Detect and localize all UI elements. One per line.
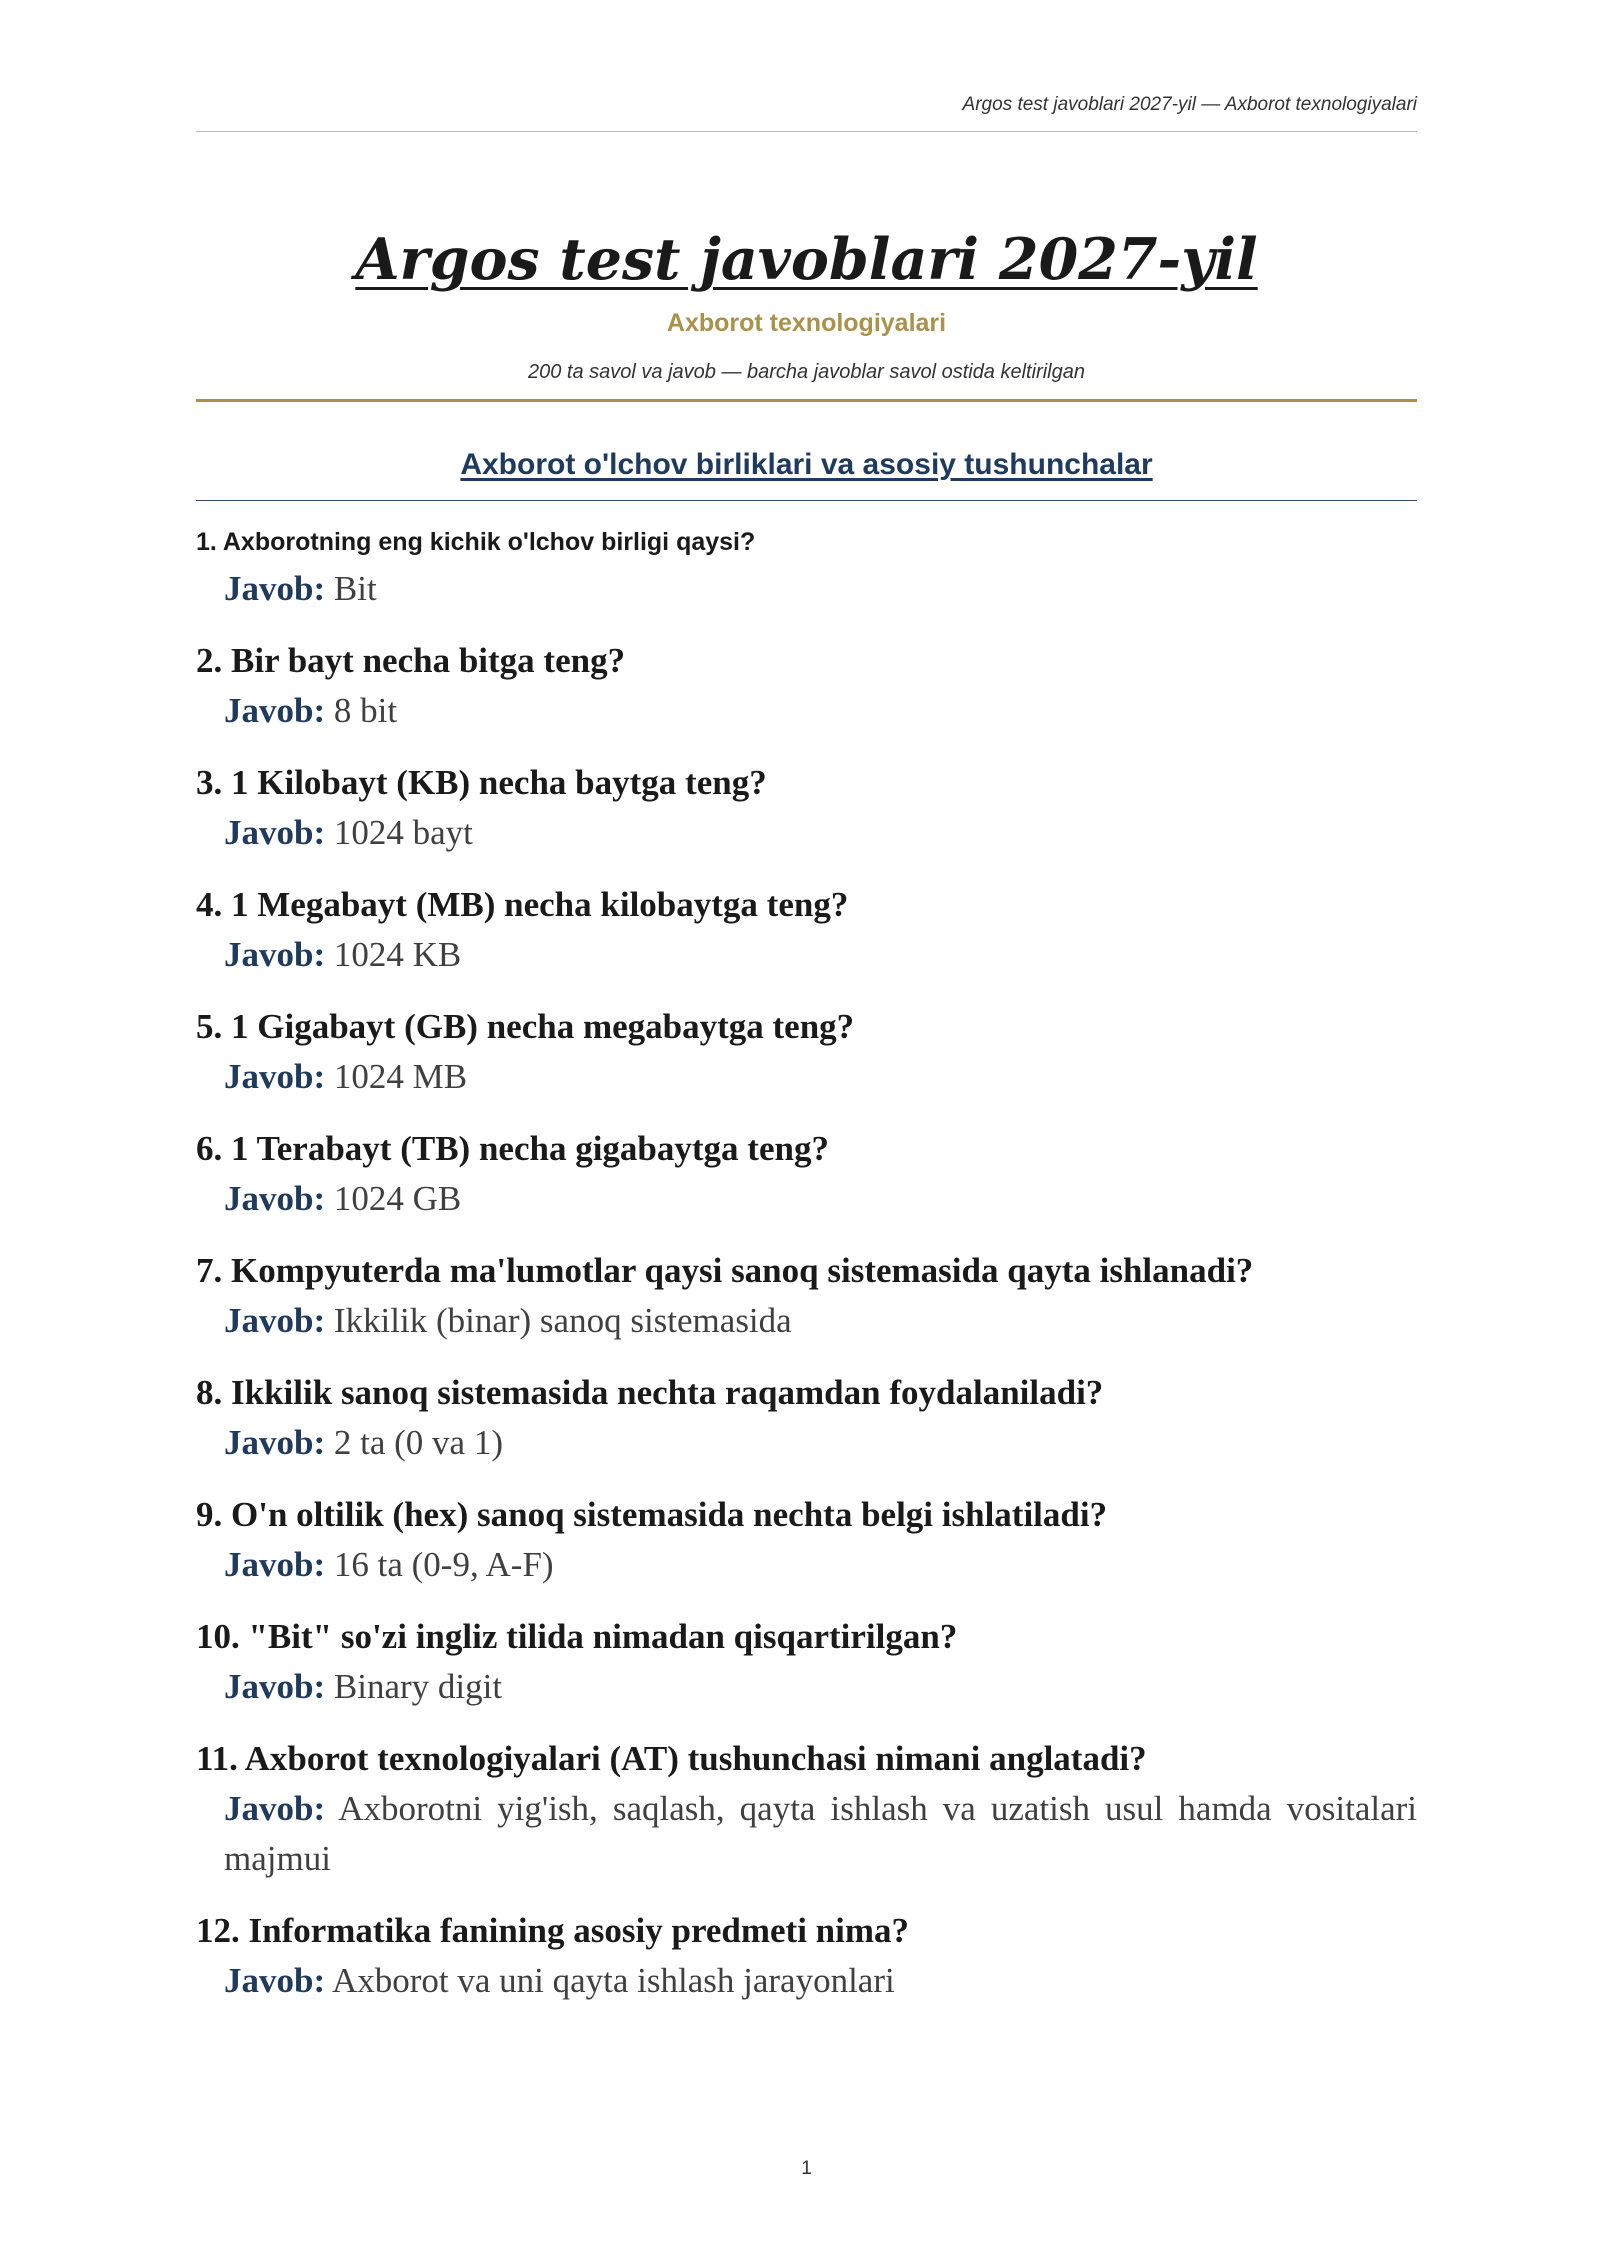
question-text: 8. Ikkilik sanoq sistemasida nechta raqamdan foydalaniladi? [196,1373,1104,1412]
answer-text: 8 bit [333,691,398,730]
answer-text: Binary digit [333,1667,503,1706]
qa-item [196,1612,1417,1712]
section-title: Axborot o'lchov birliklari va asosiy tushunchalar [460,448,1153,481]
question-text: 4. 1 Megabayt (MB) necha kilobaytga teng? [196,885,849,924]
answer [224,686,1417,736]
answer [224,808,1417,858]
answer-label: Javob: [224,1545,326,1584]
qa-item [196,636,1417,736]
question-text: 10. "Bit" so'zi ingliz tilida nimadan qisqartirilgan? [196,1617,958,1656]
answer [224,564,1417,614]
answer-label: Javob: [224,1301,326,1340]
question-text: 5. 1 Gigabayt (GB) necha megabaytga teng? [196,1007,855,1046]
answer [224,1956,1417,2006]
answer-label: Javob: [224,1179,326,1218]
answer-label: Javob: [224,1789,326,1828]
document-title: Argos test javoblari 2027-yil [355,226,1258,293]
answer [224,930,1417,980]
qa-item [196,758,1417,858]
answer-text: 2 ta (0 va 1) [333,1423,503,1462]
answer [224,1418,1417,1468]
question-text: 11. Axborot texnologiyalari (AT) tushunchasi nimani anglatadi? [196,1739,1147,1778]
page-number: 1 [801,2158,812,2179]
answer-label: Javob: [224,1057,326,1096]
question-text: 7. Kompyuterda ma'lumotlar qaysi sanoq sistemasida qayta ishlanadi? [196,1251,1254,1290]
answer-text: 1024 MB [333,1057,468,1096]
answer-text: Axborot va uni qayta ishlash jarayonlari [331,1961,895,2000]
answer-text: 1024 bayt [333,813,473,852]
answer-text: 16 ta (0-9, A-F) [333,1545,554,1584]
question-text: 9. O'n oltilik (hex) sanoq sistemasida nechta belgi ishlatiladi? [196,1495,1108,1534]
answer-label: Javob: [224,1423,326,1462]
answer-label: Javob: [224,691,326,730]
qa-item [196,1734,1417,1884]
answer [224,1662,1417,1712]
section-divider [196,500,1417,501]
question-text: 6. 1 Terabayt (TB) necha gigabaytga teng? [196,1129,829,1168]
answer [224,1174,1417,1224]
document-subtitle: Axborot texnologiyalari [666,309,947,337]
qa-item [196,1246,1417,1346]
running-header: Argos test javoblari 2027-yil — Axborot texnologiyalari [962,94,1417,115]
qa-item [196,1002,1417,1102]
qa-item [196,1124,1417,1224]
answer [224,1784,1417,1884]
title-divider [196,399,1417,402]
question-list [196,520,1417,2028]
question-text: 12. Informatika fanining asosiy predmeti nima? [196,1911,910,1950]
answer-label: Javob: [224,1961,326,2000]
answer-label: Javob: [224,935,326,974]
answer-text: Bit [333,569,377,608]
answer-label: Javob: [224,813,326,852]
qa-item [196,880,1417,980]
qa-item [196,1490,1417,1590]
answer [224,1296,1417,1346]
answer-label: Javob: [224,1667,326,1706]
qa-item [196,1368,1417,1468]
answer-text: Ikkilik (binar) sanoq sistemasida [333,1301,792,1340]
question-text: 2. Bir bayt necha bitga teng? [196,641,626,680]
answer-text: 1024 KB [333,935,462,974]
answer [224,1540,1417,1590]
qa-item [196,520,1417,614]
header-divider [196,131,1417,132]
question-text: 3. 1 Kilobayt (KB) necha baytga teng? [196,763,767,802]
answer-label: Javob: [224,569,326,608]
answer-text: Axborotni yig'ish, saqlash, qayta ishlash va uzatish usul hamda vositalari majmui [224,1789,1418,1878]
question-text: 1. Axborotning eng kichik o'lchov birligi qaysi? [196,528,756,556]
qa-item [196,1906,1417,2006]
answer-text: 1024 GB [333,1179,462,1218]
answer [224,1052,1417,1102]
document-note: 200 ta savol va javob — barcha javoblar savol ostida keltirilgan [528,361,1085,383]
